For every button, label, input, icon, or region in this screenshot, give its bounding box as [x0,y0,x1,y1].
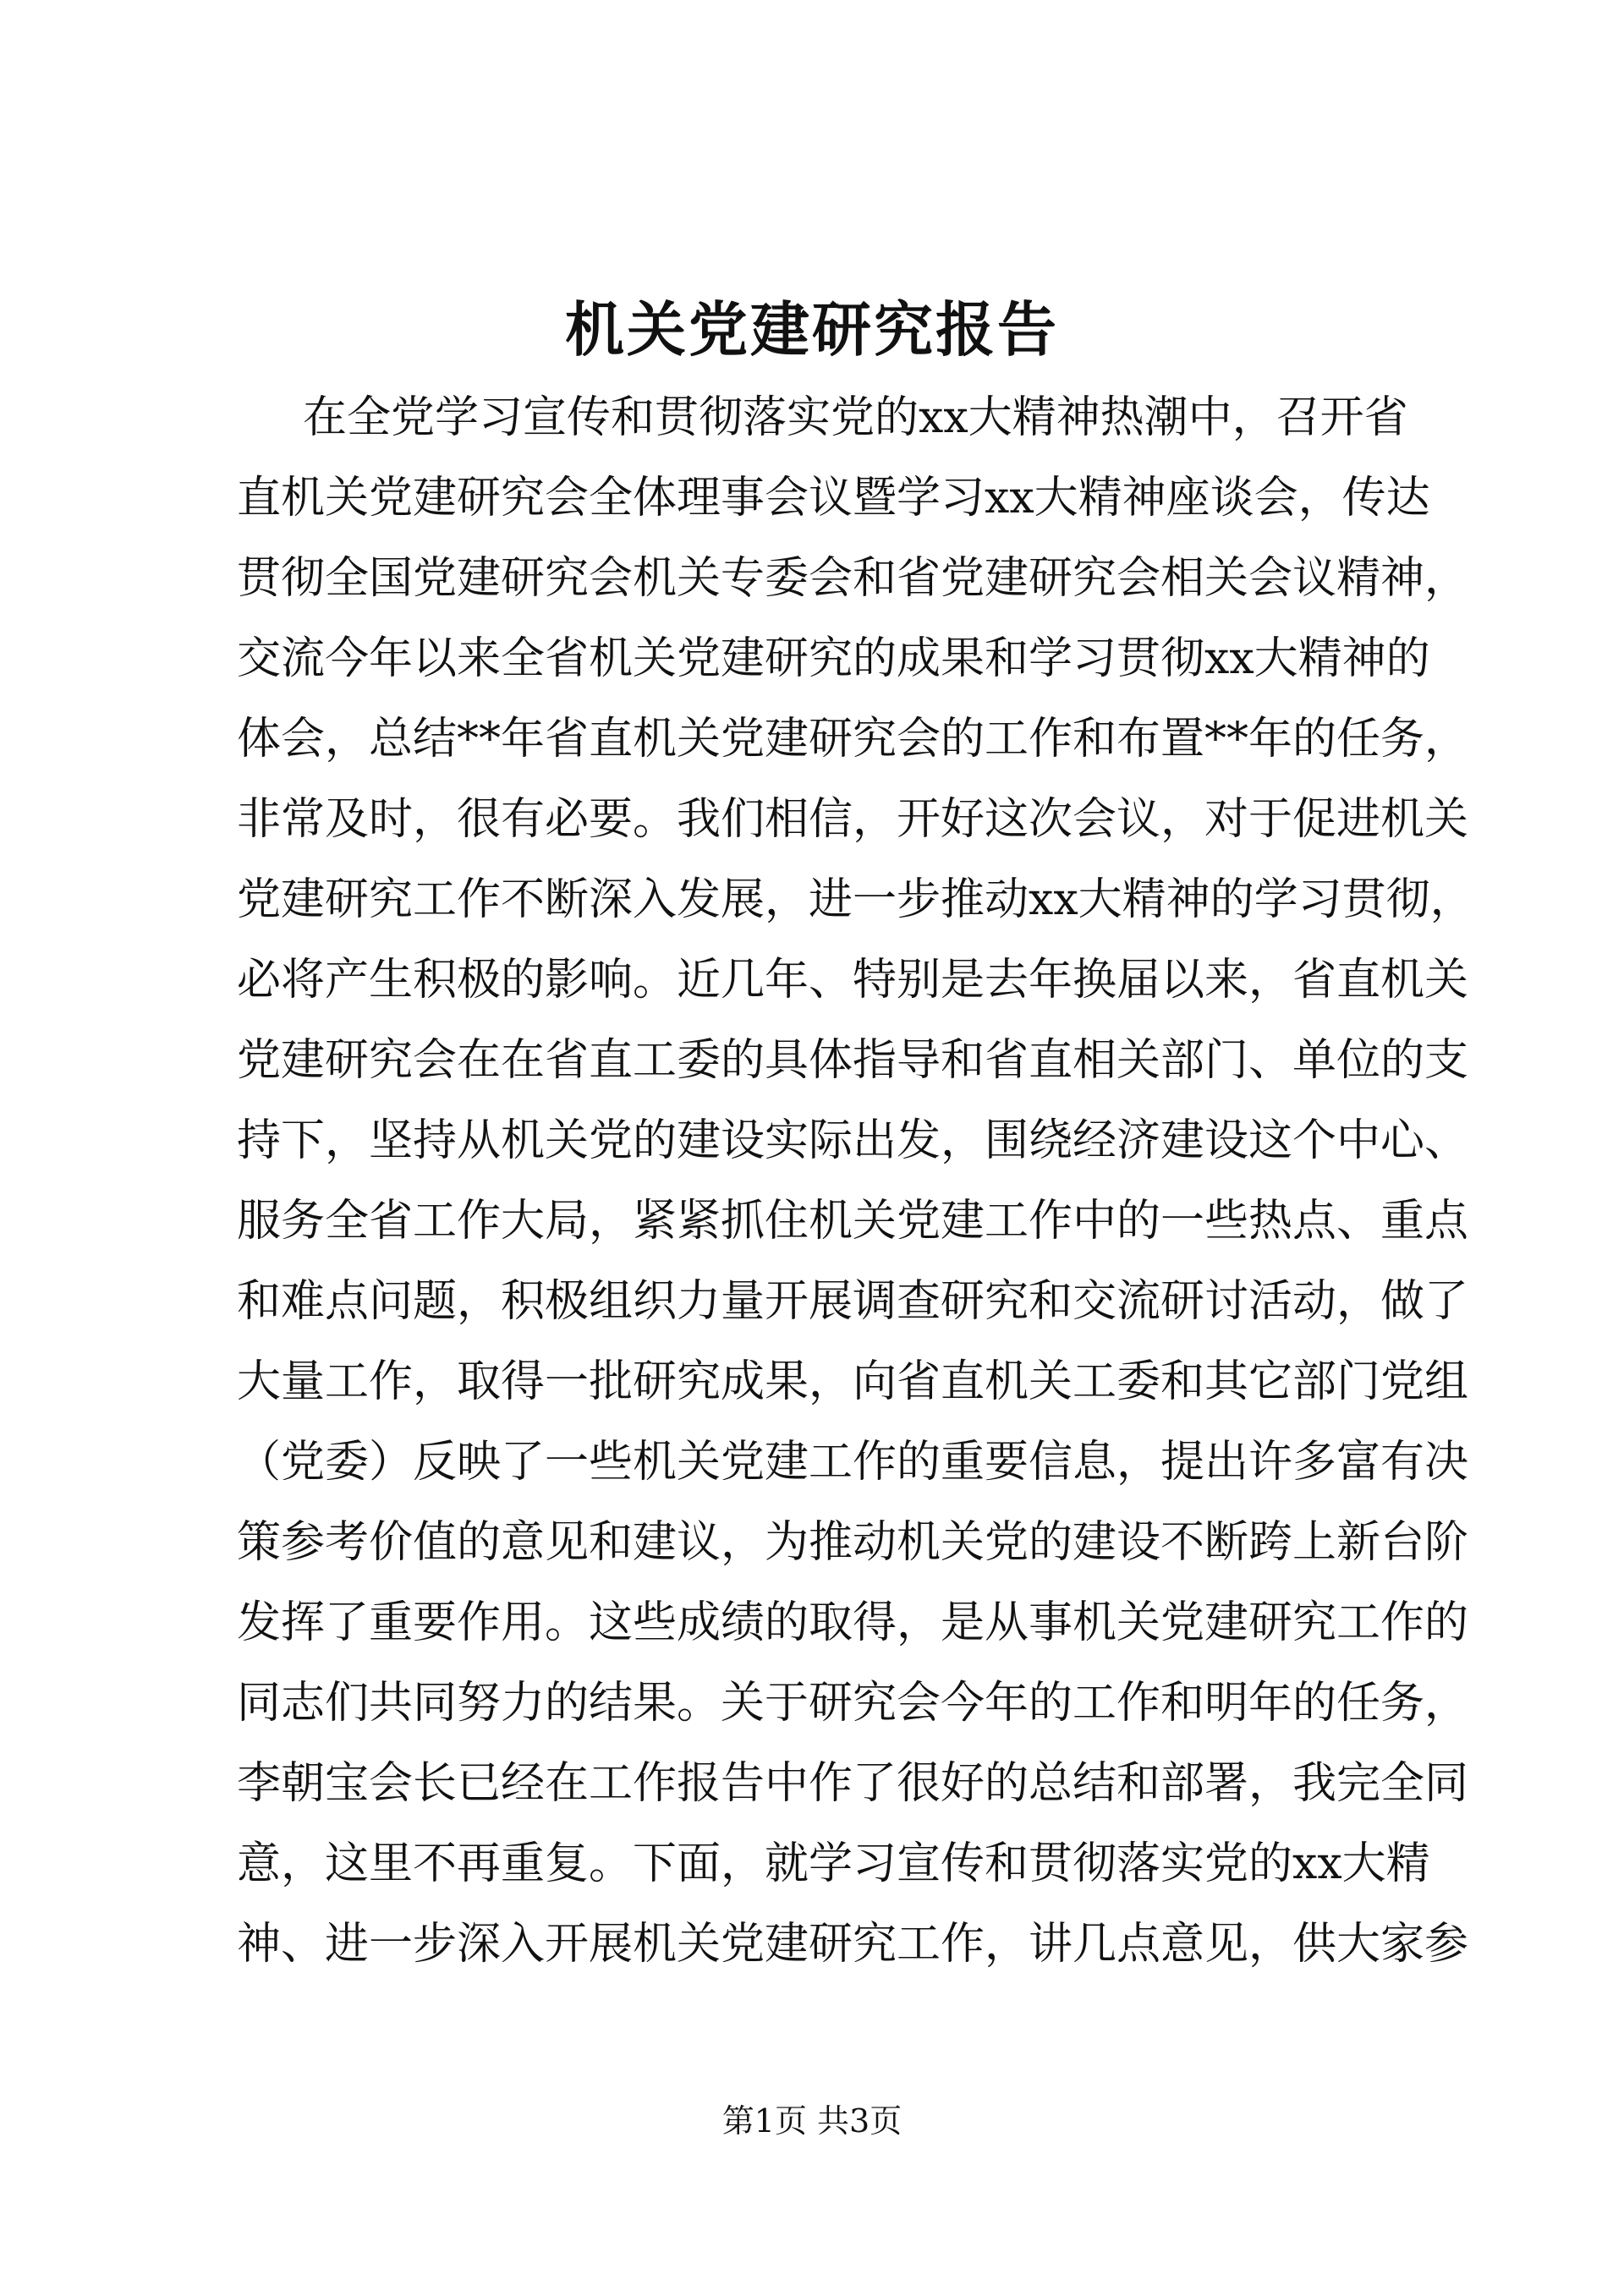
body-line: 和难点问题，积极组织力量开展调查研究和交流研讨活动，做了 [237,1276,1469,1327]
body-line: 持下，坚持从机关党的建设实际出发，围绕经济建设这个中心、 [237,1115,1469,1166]
body-line: 同志们共同努力的结果。关于研究会今年的工作和明年的任务， [237,1678,1469,1729]
body-line: 直机关党建研究会全体理事会议暨学习xx大精神座谈会，传达 [237,473,1430,523]
body-line: 李朝宝会长已经在工作报告中作了很好的总结和部署，我完全同 [237,1758,1469,1809]
page-footer: 第1页 共3页 [721,2102,903,2140]
body-line: 必将产生积极的影响。近几年、特别是去年换届以来，省直机关 [237,955,1469,1006]
body-line: 非常及时，很有必要。我们相信，开好这次会议，对于促进机关 [237,794,1469,845]
body-line: 交流今年以来全省机关党建研究的成果和学习贯彻xx大精神的 [237,633,1430,684]
body-line: 意，这里不再重复。下面，就学习宣传和贯彻落实党的xx大精 [237,1838,1430,1889]
document-body [237,378,1474,1985]
document-title: 机关党建研究报告 [565,294,1059,364]
body-line: （党委）反映了一些机关党建工作的重要信息，提出许多富有决 [237,1437,1469,1488]
body-line: 党建研究会在在省直工委的具体指导和省直相关部门、单位的支 [237,1035,1469,1086]
body-line: 策参考价值的意见和建议，为推动机关党的建设不断跨上新台阶 [237,1517,1469,1568]
body-line: 大量工作，取得一批研究成果，向省直机关工委和其它部门党组 [237,1356,1469,1407]
body-line: 神、进一步深入开展机关党建研究工作，讲几点意见，供大家参 [237,1919,1469,1970]
body-line: 党建研究工作不断深入发展，进一步推动xx大精神的学习贯彻， [237,874,1474,925]
body-line: 服务全省工作大局，紧紧抓住机关党建工作中的一些热点、重点 [237,1196,1469,1247]
body-line: 发挥了重要作用。这些成绩的取得，是从事机关党建研究工作的 [237,1597,1469,1648]
body-line: 在全党学习宣传和贯彻落实党的xx大精神热潮中，召开省 [303,392,1408,443]
body-line: 贯彻全国党建研究会机关专委会和省党建研究会相关会议精神， [237,553,1469,604]
body-line: 体会，总结**年省直机关党建研究会的工作和布置**年的任务， [237,714,1469,764]
